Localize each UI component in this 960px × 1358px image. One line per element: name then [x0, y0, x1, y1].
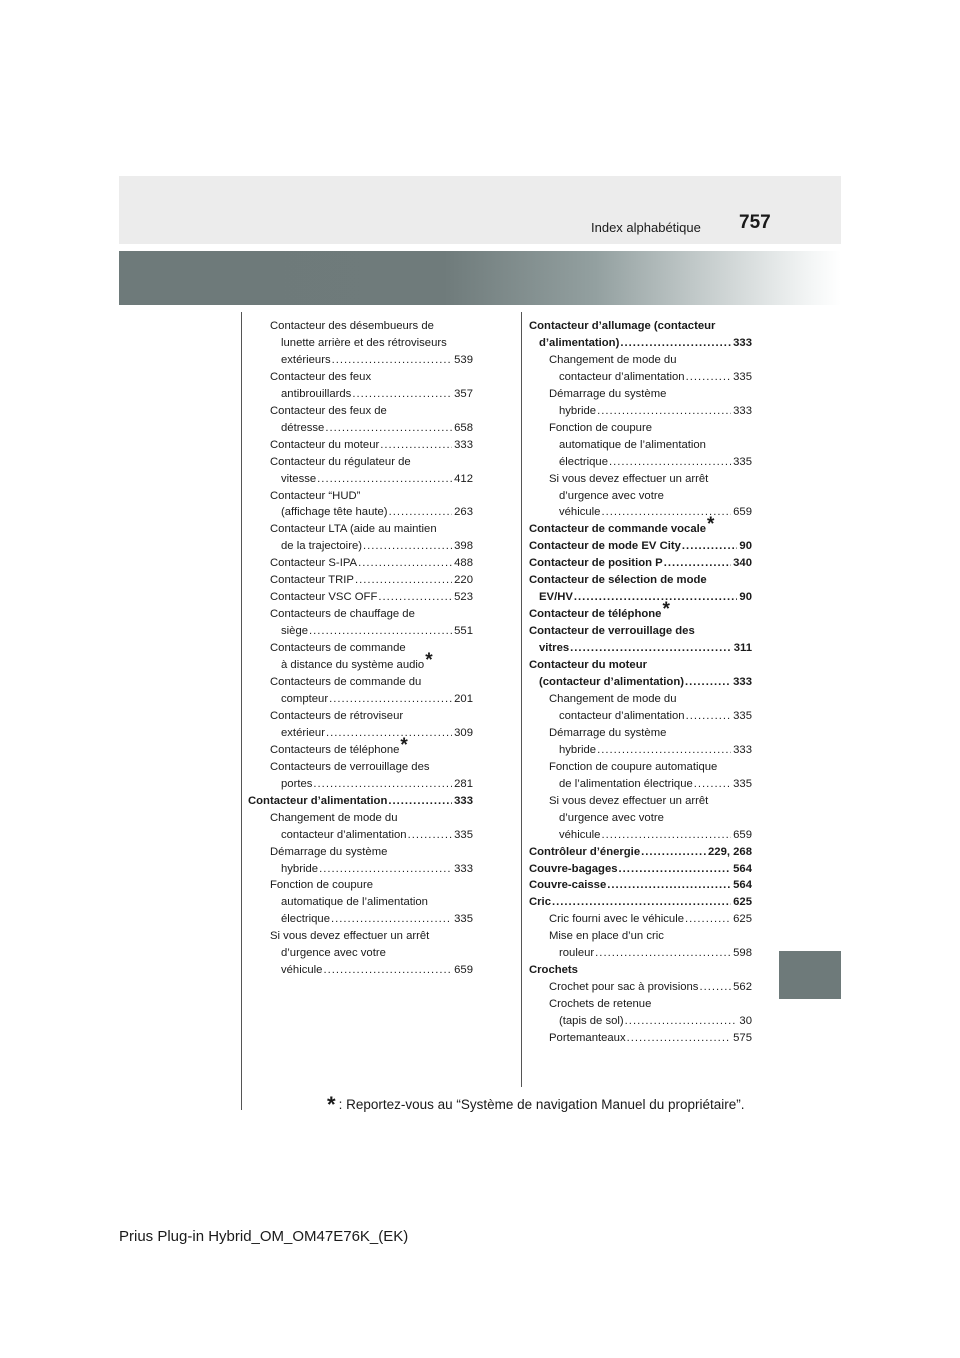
entry-text: hybride [559, 743, 597, 756]
index-entry [248, 454, 473, 471]
index-entry [529, 352, 752, 369]
index-column-right [529, 318, 752, 1047]
index-entry [248, 708, 473, 725]
index-entry [529, 928, 752, 945]
index-entry [248, 759, 473, 776]
index-entry [248, 640, 473, 657]
index-entry [529, 403, 752, 420]
entry-text: Portemanteaux [549, 1032, 626, 1045]
dot-leader [686, 369, 732, 386]
dot-leader [570, 640, 732, 657]
page-ref: 333 [454, 862, 473, 875]
entry-text: contacteur d’alimentation [559, 370, 685, 383]
footnote-marker: * [662, 599, 670, 621]
entry-text: Démarrage du système [549, 726, 667, 739]
entry-text: Crochets [529, 964, 578, 977]
index-entry [529, 369, 752, 386]
index-entry [248, 894, 473, 911]
footnote-marker: * [425, 650, 433, 672]
dot-leader [408, 827, 453, 844]
index-entry [529, 514, 752, 538]
index-entry [529, 962, 752, 979]
page-ref: 30 [739, 1015, 752, 1028]
index-entry [529, 640, 752, 657]
dot-leader [601, 827, 731, 844]
dot-leader [607, 877, 731, 894]
dot-leader [597, 742, 731, 759]
index-entry [248, 793, 473, 810]
index-entry [248, 650, 473, 674]
index-entry [529, 454, 752, 471]
header-gradient-band [119, 251, 841, 305]
dot-leader [329, 691, 452, 708]
page-ref: 598 [733, 947, 752, 960]
index-entry [529, 911, 752, 928]
index-entry [248, 810, 473, 827]
entry-text: Cric fourni avec le véhicule [549, 913, 684, 926]
dot-leader [686, 708, 732, 725]
entry-text: Couvre-bagages [529, 862, 618, 875]
index-entry [248, 623, 473, 640]
index-entry [529, 861, 752, 878]
index-entry [529, 538, 752, 555]
entry-text: hybride [281, 862, 319, 875]
entry-text: Contacteur S-IPA [270, 557, 358, 570]
entry-text: Fonction de coupure [270, 879, 373, 892]
index-entry [529, 759, 752, 776]
dot-leader [685, 674, 731, 691]
index-entry [248, 776, 473, 793]
entry-text: Démarrage du système [549, 387, 667, 400]
index-entry [248, 589, 473, 606]
page-ref: 333 [454, 794, 473, 807]
footnote-marker: * [707, 514, 715, 536]
dot-leader [389, 504, 453, 521]
entry-text: Contacteurs de rétroviseur [270, 709, 404, 722]
dot-leader [595, 945, 731, 962]
dot-leader [641, 844, 706, 861]
entry-text: Contacteur des feux [270, 370, 372, 383]
page-ref: 335 [733, 709, 752, 722]
page-ref: 659 [454, 964, 473, 977]
page-ref: 335 [454, 913, 473, 926]
entry-text: portes [281, 777, 313, 790]
index-entry [529, 318, 752, 335]
entry-text: Cric [529, 896, 551, 909]
entry-text: de l’alimentation électrique [559, 777, 693, 790]
dot-leader [309, 623, 452, 640]
dot-leader [597, 403, 731, 420]
page-ref: 659 [733, 506, 752, 519]
entry-text: Changement de mode du [549, 353, 677, 366]
index-entry [248, 861, 473, 878]
index-entry [529, 776, 752, 793]
entry-text: Contacteur LTA (aide au maintien [270, 523, 437, 536]
index-entry [248, 352, 473, 369]
entry-text: véhicule [559, 828, 601, 841]
index-entry [248, 521, 473, 538]
entry-text: Contacteur d’allumage (contacteur [529, 320, 716, 332]
index-entry [529, 945, 752, 962]
entry-text: Contacteurs de commande [270, 642, 406, 655]
dot-leader [380, 437, 452, 454]
dot-leader [609, 454, 731, 471]
page-ref: 625 [733, 896, 752, 909]
index-entry [248, 335, 473, 352]
entry-text: à distance du système audio [281, 659, 425, 672]
dot-leader [355, 572, 452, 589]
page-ref: 281 [454, 777, 473, 790]
entry-text: de la trajectoire) [281, 540, 362, 553]
entry-text: EV/HV [539, 591, 573, 604]
dot-leader [352, 386, 452, 403]
index-entry [529, 742, 752, 759]
dot-leader [388, 793, 452, 810]
dot-leader [317, 471, 452, 488]
page-ref: 333 [733, 676, 752, 689]
dot-leader [664, 555, 731, 572]
middle-column-rule [521, 312, 522, 1087]
index-entry [529, 504, 752, 521]
entry-text: d’urgence avec votre [559, 811, 664, 824]
page-ref: 90 [739, 540, 752, 553]
entry-text: Contacteurs de téléphone [270, 743, 400, 756]
page-ref: 90 [739, 591, 752, 604]
index-entry [529, 623, 752, 640]
page-ref: 333 [733, 404, 752, 417]
entry-text: détresse [281, 421, 325, 434]
index-entry [529, 979, 752, 996]
page-ref: 659 [733, 828, 752, 841]
entry-text: compteur [281, 692, 329, 705]
index-entry [529, 674, 752, 691]
index-entry [248, 911, 473, 928]
dot-leader [627, 1030, 732, 1047]
page-ref: 488 [454, 557, 473, 570]
index-entry [248, 844, 473, 861]
index-entry [529, 827, 752, 844]
dot-leader [313, 776, 452, 793]
entry-text: Contacteur d’alimentation [248, 794, 388, 807]
page-ref: 335 [733, 370, 752, 383]
page-ref: 575 [733, 1032, 752, 1045]
entry-text: Démarrage du système [270, 845, 388, 858]
index-entry [529, 437, 752, 454]
index-entry [248, 471, 473, 488]
entry-text: Contacteur TRIP [270, 574, 354, 587]
page-ref: 658 [454, 421, 473, 434]
index-entry [248, 877, 473, 894]
page-ref: 551 [454, 625, 473, 638]
entry-text: Si vous devez effectuer un arrêt [270, 930, 430, 943]
dot-leader [682, 538, 738, 555]
footnote-marker: * [400, 734, 408, 756]
index-entry [248, 386, 473, 403]
entry-text: électrique [559, 455, 608, 468]
index-entry [248, 734, 473, 759]
index-entry [529, 844, 752, 861]
entry-text: extérieurs [281, 353, 331, 366]
page-ref: 335 [454, 828, 473, 841]
page-ref: 523 [454, 591, 473, 604]
entry-text: Changement de mode du [270, 811, 398, 824]
entry-text: Contacteur du régulateur de [270, 455, 411, 468]
page-ref: 564 [733, 879, 752, 892]
page-ref: 220 [454, 574, 473, 587]
entry-text: contacteur d’alimentation [559, 709, 685, 722]
entry-text: Contacteur de sélection de mode [529, 574, 707, 587]
page-ref: 333 [454, 438, 473, 451]
page-ref: 333 [733, 336, 752, 349]
dot-leader [378, 589, 452, 606]
entry-text: antibrouillards [281, 387, 352, 400]
entry-text: (tapis de sol) [559, 1015, 624, 1028]
entry-text: Contacteurs de verrouillage des [270, 760, 430, 773]
page-number: 757 [739, 212, 771, 233]
index-entry [248, 369, 473, 386]
dot-leader [625, 1013, 738, 1030]
entry-text: Contrôleur d’énergie [529, 845, 641, 858]
entry-text: Couvre-caisse [529, 879, 607, 892]
dot-leader [699, 979, 731, 996]
page-ref: 311 [733, 642, 752, 655]
entry-text: Crochets de retenue [549, 998, 652, 1011]
entry-text: Crochet pour sac à provisions [549, 981, 699, 994]
dot-leader [325, 420, 452, 437]
index-entry [529, 599, 752, 623]
entry-text: siège [281, 625, 309, 638]
index-entry [529, 725, 752, 742]
page-ref: 335 [733, 455, 752, 468]
index-entry [248, 725, 473, 742]
entry-text: d’urgence avec votre [281, 947, 386, 960]
dot-leader [574, 589, 738, 606]
index-entry [529, 572, 752, 589]
index-entry [529, 657, 752, 674]
entry-text: Contacteur des désembueurs de [270, 320, 434, 332]
page-ref: 539 [454, 353, 473, 366]
index-entry [248, 437, 473, 454]
entry-text: contacteur d’alimentation [281, 828, 407, 841]
index-entry [529, 420, 752, 437]
entry-text: Contacteurs de commande du [270, 676, 422, 689]
entry-text: automatique de l’alimentation [559, 438, 706, 451]
entry-text: Contacteur de commande vocale [529, 523, 707, 536]
dot-leader [685, 911, 731, 928]
dot-leader [619, 861, 732, 878]
entry-text: vitres [539, 642, 570, 655]
page-ref: 263 [454, 506, 473, 519]
dot-leader [552, 894, 731, 911]
entry-text: d’urgence avec votre [559, 489, 664, 502]
entry-text: véhicule [281, 964, 323, 977]
entry-text: électrique [281, 913, 330, 926]
index-entry [248, 606, 473, 623]
page-ref: 335 [733, 777, 752, 790]
page-ref: 340 [733, 557, 752, 570]
header-bar [119, 176, 841, 244]
index-entry [248, 420, 473, 437]
page-ref: 562 [733, 981, 752, 994]
page-ref: 357 [454, 387, 473, 400]
entry-text: Fonction de coupure automatique [549, 760, 718, 773]
index-entry [248, 555, 473, 572]
entry-text: lunette arrière et des rétroviseurs [281, 336, 447, 349]
index-entry [529, 708, 752, 725]
index-entry [529, 793, 752, 810]
footnote-star: * [327, 1092, 336, 1117]
entry-text: Contacteur de verrouillage des [529, 625, 695, 638]
entry-text: Contacteur de téléphone [529, 608, 662, 621]
index-entry [248, 928, 473, 945]
entry-text: Contacteur des feux de [270, 404, 387, 417]
index-entry [529, 555, 752, 572]
index-entry [529, 691, 752, 708]
index-entry [248, 691, 473, 708]
page-ref: 229, 268 [708, 845, 752, 858]
dot-leader [358, 555, 452, 572]
entry-text: Fonction de coupure [549, 421, 652, 434]
footnote-text: : Reportez-vous au “Système de navigation Manuel du propriétaire”. [338, 1097, 745, 1112]
page-ref: 564 [733, 862, 752, 875]
dot-leader [620, 335, 731, 352]
entry-text: Contacteur de position P [529, 557, 663, 570]
entry-text: Contacteur VSC OFF [270, 591, 378, 604]
index-entry [248, 945, 473, 962]
entry-text: (affichage tête haute) [281, 506, 388, 519]
index-entry [529, 1013, 752, 1030]
index-entry [529, 1030, 752, 1047]
entry-text: extérieur [281, 726, 325, 739]
index-entry [529, 589, 752, 606]
entry-text: véhicule [559, 506, 601, 519]
entry-text: rouleur [559, 947, 595, 960]
index-entry [529, 488, 752, 505]
page-ref: 309 [454, 726, 473, 739]
entry-text: Contacteur du moteur [529, 659, 647, 672]
dot-leader [319, 861, 452, 878]
left-column-rule [241, 312, 242, 1110]
dot-leader [323, 962, 452, 979]
index-entry [529, 386, 752, 403]
index-entry [529, 996, 752, 1013]
entry-text: Contacteur du moteur [270, 438, 380, 451]
page-ref: 333 [733, 743, 752, 756]
dot-leader [363, 538, 452, 555]
entry-text: hybride [559, 404, 597, 417]
index-entry [248, 962, 473, 979]
index-column-left [248, 318, 473, 979]
index-entry [248, 318, 473, 335]
index-entry [529, 877, 752, 894]
index-entry [248, 403, 473, 420]
entry-text: Contacteur de mode EV City [529, 540, 681, 553]
section-title: Index alphabétique [591, 220, 701, 235]
entry-text: (contacteur d’alimentation) [539, 676, 684, 689]
index-entry [529, 335, 752, 352]
page-ref: 201 [454, 692, 473, 705]
dot-leader [326, 725, 452, 742]
index-entry [529, 471, 752, 488]
entry-text: Mise en place d’un cric [549, 930, 664, 943]
page-ref: 412 [454, 472, 473, 485]
index-entry [248, 504, 473, 521]
index-entry [248, 572, 473, 589]
index-entry [248, 674, 473, 691]
page-ref: 398 [454, 540, 473, 553]
entry-text: Contacteurs de chauffage de [270, 608, 415, 621]
entry-text: Changement de mode du [549, 692, 677, 705]
entry-text: Si vous devez effectuer un arrêt [549, 472, 709, 485]
entry-text: Si vous devez effectuer un arrêt [549, 794, 709, 807]
index-entry [529, 810, 752, 827]
index-entry [248, 488, 473, 505]
entry-text: automatique de l’alimentation [281, 896, 428, 909]
index-entry [248, 827, 473, 844]
dot-leader [332, 352, 453, 369]
entry-text: vitesse [281, 472, 317, 485]
footnote [327, 1092, 745, 1118]
page-ref: 625 [733, 913, 752, 926]
document-id: Prius Plug-in Hybrid_OM_OM47E76K_(EK) [119, 1228, 409, 1245]
index-entry [248, 538, 473, 555]
dot-leader [694, 776, 731, 793]
chapter-tab [779, 951, 841, 999]
dot-leader [331, 911, 452, 928]
entry-text: Contacteur “HUD” [270, 489, 361, 502]
index-entry [529, 894, 752, 911]
entry-text: d’alimentation) [539, 336, 620, 349]
